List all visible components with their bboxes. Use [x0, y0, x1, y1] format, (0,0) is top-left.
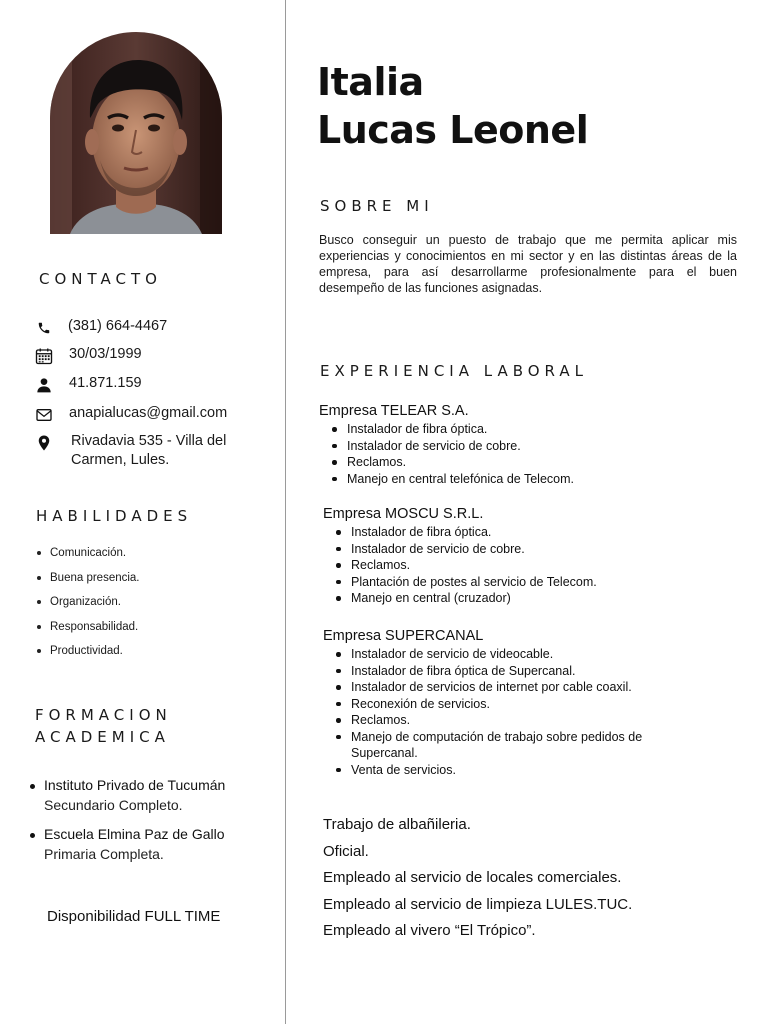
skill-item: Comunicación.: [36, 544, 140, 569]
job-task: Instalador de servicio de cobre.: [329, 438, 574, 455]
other-job: Empleado al servicio de limpieza LULES.TUC.: [323, 895, 633, 913]
job-task: Reclamos.: [329, 454, 574, 471]
job-task: Plantación de postes al servicio de Telecom.: [333, 574, 597, 591]
job-task: Manejo en central (cruzador): [333, 590, 597, 607]
other-jobs-list: [323, 812, 632, 945]
mail-icon: [34, 405, 54, 425]
job-task-list: [329, 421, 574, 487]
job-task: Instalador de fibra óptica.: [329, 421, 574, 438]
job-task-list: [333, 646, 653, 778]
job-task: Instalador de servicio de videocable.: [333, 646, 653, 663]
job-task: Manejo en central telefónica de Telecom.: [329, 471, 574, 488]
person-icon: [34, 375, 54, 395]
degree-name: Secundario Completo.: [44, 797, 183, 813]
name-second-line: Lucas Leonel: [317, 108, 589, 152]
experience-heading: EXPERIENCIA LABORAL: [320, 362, 588, 380]
email-address: anapialucas@gmail.com: [69, 405, 228, 421]
education-heading-line1: FORMACION: [35, 706, 172, 724]
id-number: 41.871.159: [69, 375, 142, 391]
contact-birthdate-row: [34, 345, 142, 366]
job-company: Empresa TELEAR S.A.: [319, 403, 469, 419]
other-job: Trabajo de albañileria.: [323, 816, 471, 833]
job-task: Instalador de fibra óptica de Supercanal.: [333, 663, 653, 680]
degree-name: Primaria Completa.: [44, 846, 164, 862]
job-task: Reclamos.: [333, 712, 653, 729]
other-job: Empleado al vivero “El Trópico”.: [323, 922, 536, 939]
phone-number: (381) 664-4467: [68, 318, 168, 334]
education-item: [28, 776, 225, 815]
institution-name: Instituto Privado de Tucumán: [44, 777, 226, 793]
skill-item: Responsabilidad.: [36, 618, 140, 643]
education-heading-line2: ACADEMICA: [35, 728, 170, 746]
skill-item: Organización.: [36, 593, 140, 618]
job-task: Venta de servicios.: [333, 762, 653, 779]
education-list: [28, 776, 225, 874]
skill-item: Buena presencia.: [36, 569, 140, 594]
availability-note: Disponibilidad FULL TIME: [47, 908, 221, 925]
contact-address-row: [34, 432, 274, 470]
contact-email-row: [34, 404, 227, 425]
about-heading: SOBRE MI: [320, 197, 434, 215]
job-task: Reconexión de servicios.: [333, 696, 653, 713]
job-task: Instalador de fibra óptica.: [333, 524, 597, 541]
candidate-name: [317, 58, 588, 154]
education-item: [28, 825, 225, 864]
job-task: Instalador de servicio de cobre.: [333, 541, 597, 558]
job-company: Empresa SUPERCANAL: [323, 628, 484, 644]
institution-name: Escuela Elmina Paz de Gallo: [44, 826, 225, 842]
other-job: Oficial.: [323, 842, 369, 860]
job-supercanal: [323, 626, 653, 778]
name-first-line: Italia: [317, 60, 424, 104]
birthdate: 30/03/1999: [69, 346, 142, 362]
contact-id-row: [34, 374, 142, 395]
contact-phone-row: [34, 317, 167, 338]
skills-list: [36, 544, 140, 667]
skills-heading: HABILIDADES: [36, 507, 193, 525]
job-telear: [319, 401, 574, 487]
column-divider: [285, 0, 286, 1024]
postal-address: Rivadavia 535 - Villa del Carmen, Lules.: [71, 433, 227, 468]
other-job: Empleado al servicio de locales comerciales.: [323, 869, 622, 886]
job-task: Manejo de computación de trabajo sobre pedidos de Supercanal.: [333, 729, 653, 762]
about-text: Busco conseguir un puesto de trabajo que me permita aplicar mis experiencias y conocimientos en mi sector y en las distintas áreas de la empresa, para así desarrollarme profesionalmente para el buen desempeño de las funciones asignadas.: [319, 233, 737, 295]
profile-photo: [50, 32, 222, 234]
job-task-list: [333, 524, 597, 607]
contact-heading: CONTACTO: [39, 270, 162, 288]
job-company: Empresa MOSCU S.R.L.: [323, 506, 484, 522]
phone-icon: [34, 318, 54, 338]
skill-item: Productividad.: [36, 642, 140, 667]
job-task: Instalador de servicios de internet por cable coaxil.: [333, 679, 653, 696]
job-task: Reclamos.: [333, 557, 597, 574]
job-moscu: [323, 504, 597, 607]
location-pin-icon: [34, 433, 54, 453]
calendar-icon: [34, 346, 54, 366]
